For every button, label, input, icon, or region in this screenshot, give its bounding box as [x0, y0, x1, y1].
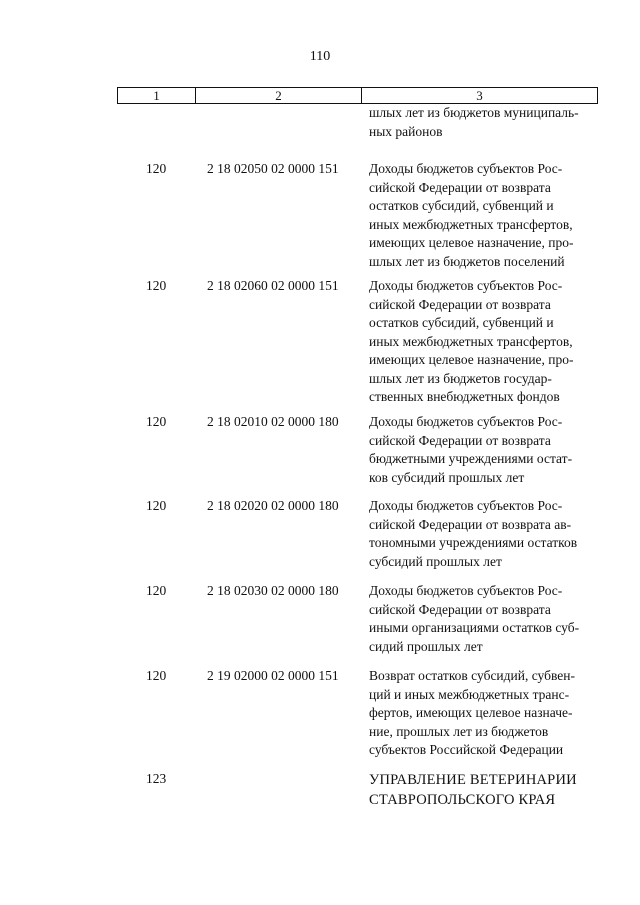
description-line: Доходы бюджетов субъектов Рос-	[369, 278, 563, 293]
budget-classification-code: 2 18 02050 02 0000 151	[207, 161, 339, 176]
description-line: сидий прошлых лет	[369, 638, 483, 654]
column-header-2: 2	[196, 88, 362, 104]
description-line: иными организациями остатков суб-	[369, 620, 580, 635]
row-description	[369, 582, 604, 656]
admin-code: 120	[146, 668, 167, 683]
admin-code: 120	[146, 414, 167, 429]
admin-code: 123	[146, 771, 167, 786]
description-line: субсидий прошлых лет	[369, 553, 502, 569]
description-line: Доходы бюджетов субъектов Рос-	[369, 583, 563, 598]
page-number: 110	[309, 49, 331, 64]
description-line: сийской Федерации от возврата	[369, 601, 551, 617]
budget-classification-code: 2 18 02030 02 0000 180	[207, 583, 339, 598]
description-line: ных районов	[369, 123, 443, 139]
description-line: имеющих целевое назначение, про-	[369, 352, 574, 367]
description-line: Доходы бюджетов субъектов Рос-	[369, 161, 563, 176]
description-line: имеющих целевое назначение, про-	[369, 235, 574, 250]
budget-classification-code: 2 18 02020 02 0000 180	[207, 498, 339, 513]
admin-code: 120	[146, 161, 167, 176]
section-heading-line: УПРАВЛЕНИЕ ВЕТЕРИНАРИИ	[369, 772, 577, 788]
row-description	[369, 667, 604, 760]
description-line: сийской Федерации от возврата	[369, 179, 551, 195]
description-line: сийской Федерации от возврата	[369, 296, 551, 312]
row-description	[369, 497, 604, 571]
description-line: остатков субсидий, субвенций и	[369, 198, 554, 213]
admin-code: 120	[146, 498, 167, 513]
column-header-table	[117, 87, 598, 104]
description-line: бюджетными учреждениями остат-	[369, 451, 573, 466]
column-header-3: 3	[362, 88, 598, 104]
description-line: Возврат остатков субсидий, субвен-	[369, 668, 575, 683]
description-line: остатков субсидий, субвенций и	[369, 315, 554, 330]
section-heading-line: СТАВРОПОЛЬСКОГО КРАЯ	[369, 792, 556, 808]
description-line: сийской Федерации от возврата ав-	[369, 516, 572, 532]
row-description	[369, 277, 604, 407]
row-description	[369, 104, 604, 141]
description-line: сийской Федерации от возврата	[369, 432, 551, 448]
description-line: ственных внебюджетных фондов	[369, 389, 560, 404]
column-header-1: 1	[118, 88, 196, 104]
description-line: ций и иных межбюджетных транс-	[369, 686, 570, 702]
description-line: ков субсидий прошлых лет	[369, 469, 525, 485]
description-line: шлых лет из бюджетов муниципаль-	[369, 105, 579, 120]
description-line: иных межбюджетных трансфертов,	[369, 216, 573, 232]
admin-code: 120	[146, 583, 167, 598]
admin-code: 120	[146, 278, 167, 293]
description-line: Доходы бюджетов субъектов Рос-	[369, 498, 563, 513]
budget-classification-code: 2 18 02010 02 0000 180	[207, 414, 339, 429]
row-description	[369, 160, 604, 271]
section-heading	[369, 770, 604, 810]
description-line: субъектов Российской Федерации	[369, 742, 564, 757]
description-line: фертов, имеющих целевое назначе-	[369, 705, 573, 720]
description-line: шлых лет из бюджетов поселений	[369, 253, 565, 269]
row-description	[369, 413, 604, 487]
budget-classification-code: 2 18 02060 02 0000 151	[207, 278, 339, 293]
description-line: Доходы бюджетов субъектов Рос-	[369, 414, 563, 429]
budget-classification-code: 2 19 02000 02 0000 151	[207, 668, 339, 683]
description-line: тономными учреждениями остатков	[369, 535, 578, 550]
description-line: шлых лет из бюджетов государ-	[369, 370, 552, 386]
description-line: иных межбюджетных трансфертов,	[369, 333, 573, 349]
description-line: ние, прошлых лет из бюджетов	[369, 723, 549, 739]
